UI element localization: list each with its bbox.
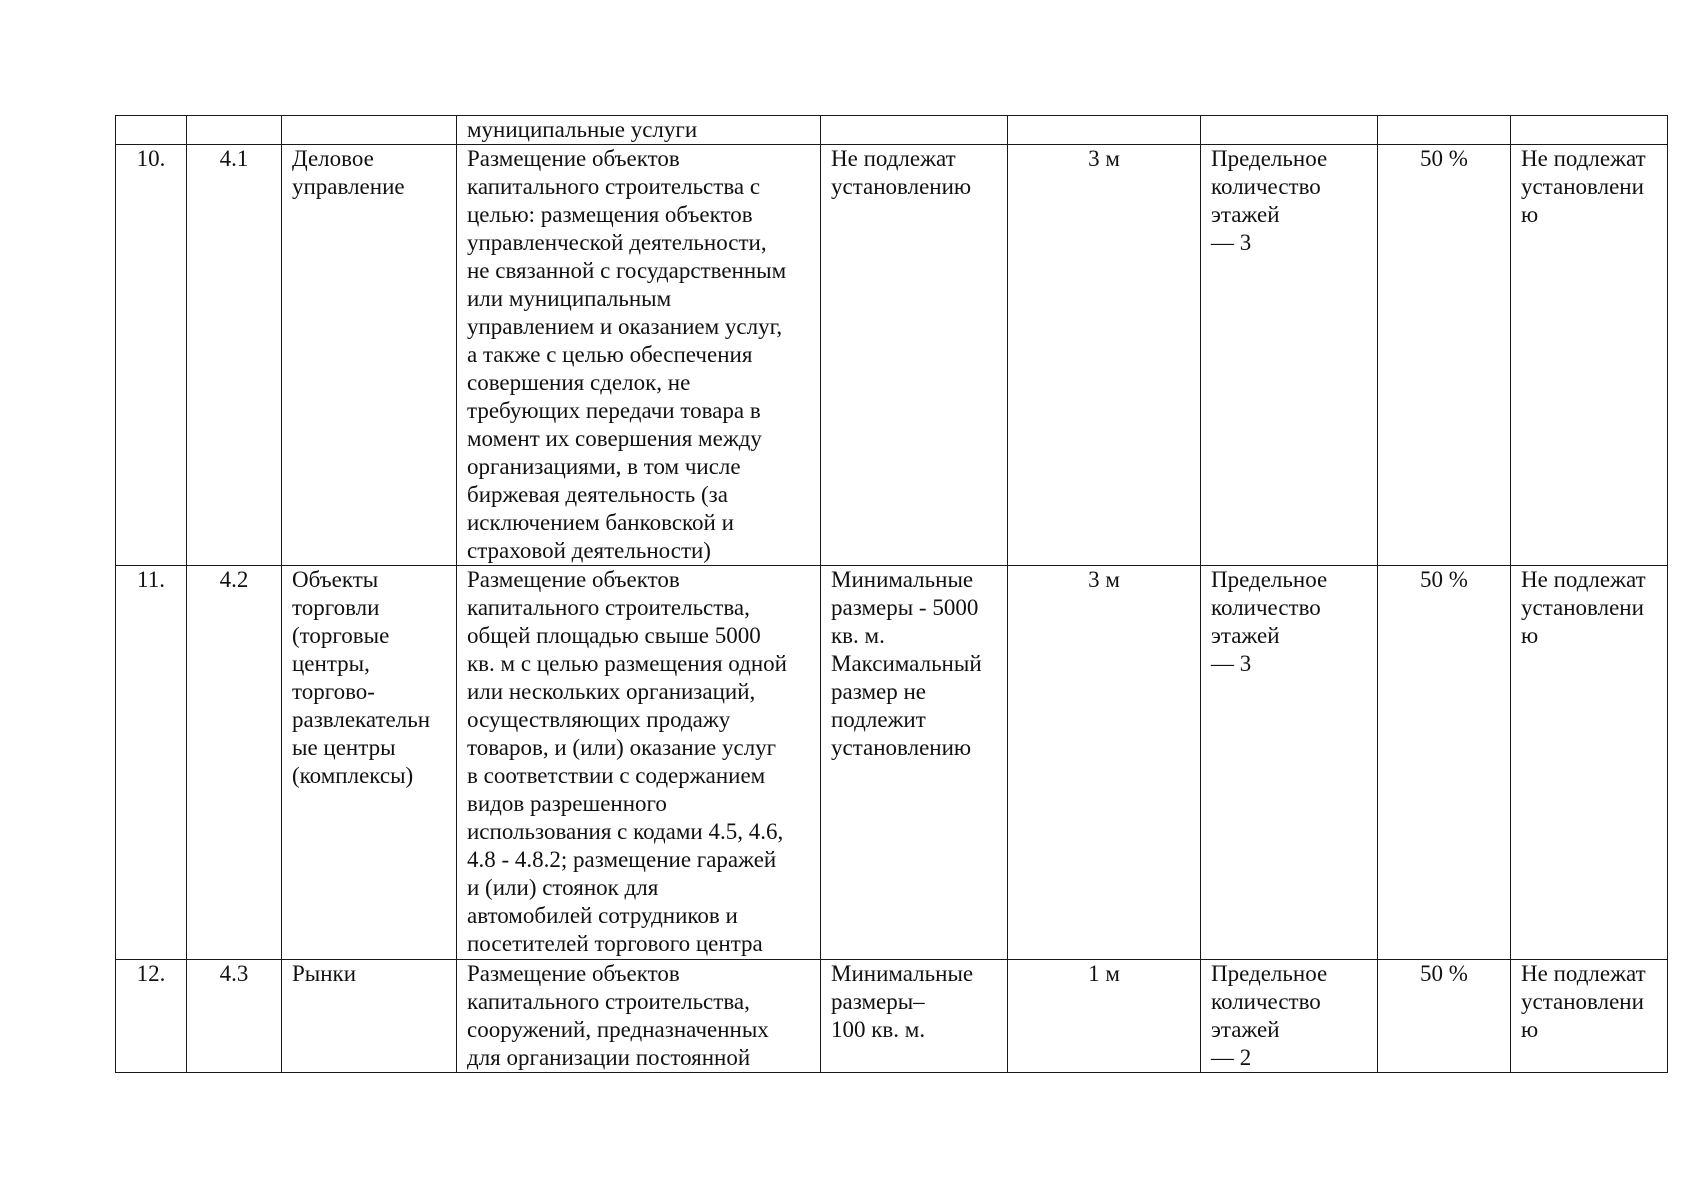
description-cell: Размещение объектов капитального строительства с целью: размещения объектов управленческой деятельности, не связанной с государственным или муниципальным управлением и оказанием услуг, а также с целью обеспечения совершения сделок, не требующих передачи товара в момент их совершения между организациями, в том числе биржевая деятельность (за исключением банковской и страховой деятельности) [457,145,821,566]
setback-cell [1008,116,1201,145]
setback-cell: 3 м [1008,145,1201,566]
use-name-cell: Деловое управление [282,145,457,566]
table-row [116,960,1668,1073]
description-cell: Размещение объектов капитального строительства, общей площадью свыше 5000 кв. м с целью размещения одной или нескольких организаций, осуществляющих продажу товаров, и (или) оказание услуг в соответствии с содержанием видов разрешенного использования с кодами 4.5, 4.6, 4.8 - 4.8.2; размещение гаражей и (или) стоянок для автомобилей сотрудников и посетителей торгового центра [457,566,821,960]
setback-cell: 3 м [1008,566,1201,960]
plot-size-cell: Не подлежат установлению [821,145,1008,566]
coverage-cell: 50 % [1378,960,1511,1073]
coverage-cell: 50 % [1378,566,1511,960]
land-use-table [115,115,1668,1073]
use-name-cell: Объекты торговли (торговые центры, торгово- развлекательн ые центры (комплексы) [282,566,457,960]
other-params-cell: Не подлежат установлени ю [1511,960,1668,1073]
description-cell: муниципальные услуги [457,116,821,145]
plot-size-cell: Минимальные размеры - 5000 кв. м. Максимальный размер не подлежит установлению [821,566,1008,960]
use-name-cell: Рынки [282,960,457,1073]
use-name-cell [282,116,457,145]
setback-cell: 1 м [1008,960,1201,1073]
row-number-cell: 12. [116,960,187,1073]
other-params-cell: Не подлежат установлени ю [1511,566,1668,960]
row-number-cell: 11. [116,566,187,960]
use-code-cell: 4.2 [187,566,282,960]
use-code-cell: 4.3 [187,960,282,1073]
use-code-cell: 4.1 [187,145,282,566]
row-number-cell [116,116,187,145]
use-code-cell [187,116,282,145]
other-params-cell [1511,116,1668,145]
plot-size-cell [821,116,1008,145]
row-number-cell: 10. [116,145,187,566]
floors-cell: Предельное количество этажей — 2 [1201,960,1378,1073]
coverage-cell: 50 % [1378,145,1511,566]
description-cell: Размещение объектов капитального строительства, сооружений, предназначенных для организации постоянной [457,960,821,1073]
table-row [116,116,1668,145]
other-params-cell: Не подлежат установлени ю [1511,145,1668,566]
table-row [116,145,1668,566]
table-row [116,566,1668,960]
floors-cell [1201,116,1378,145]
floors-cell: Предельное количество этажей — 3 [1201,566,1378,960]
coverage-cell [1378,116,1511,145]
floors-cell: Предельное количество этажей — 3 [1201,145,1378,566]
plot-size-cell: Минимальные размеры– 100 кв. м. [821,960,1008,1073]
